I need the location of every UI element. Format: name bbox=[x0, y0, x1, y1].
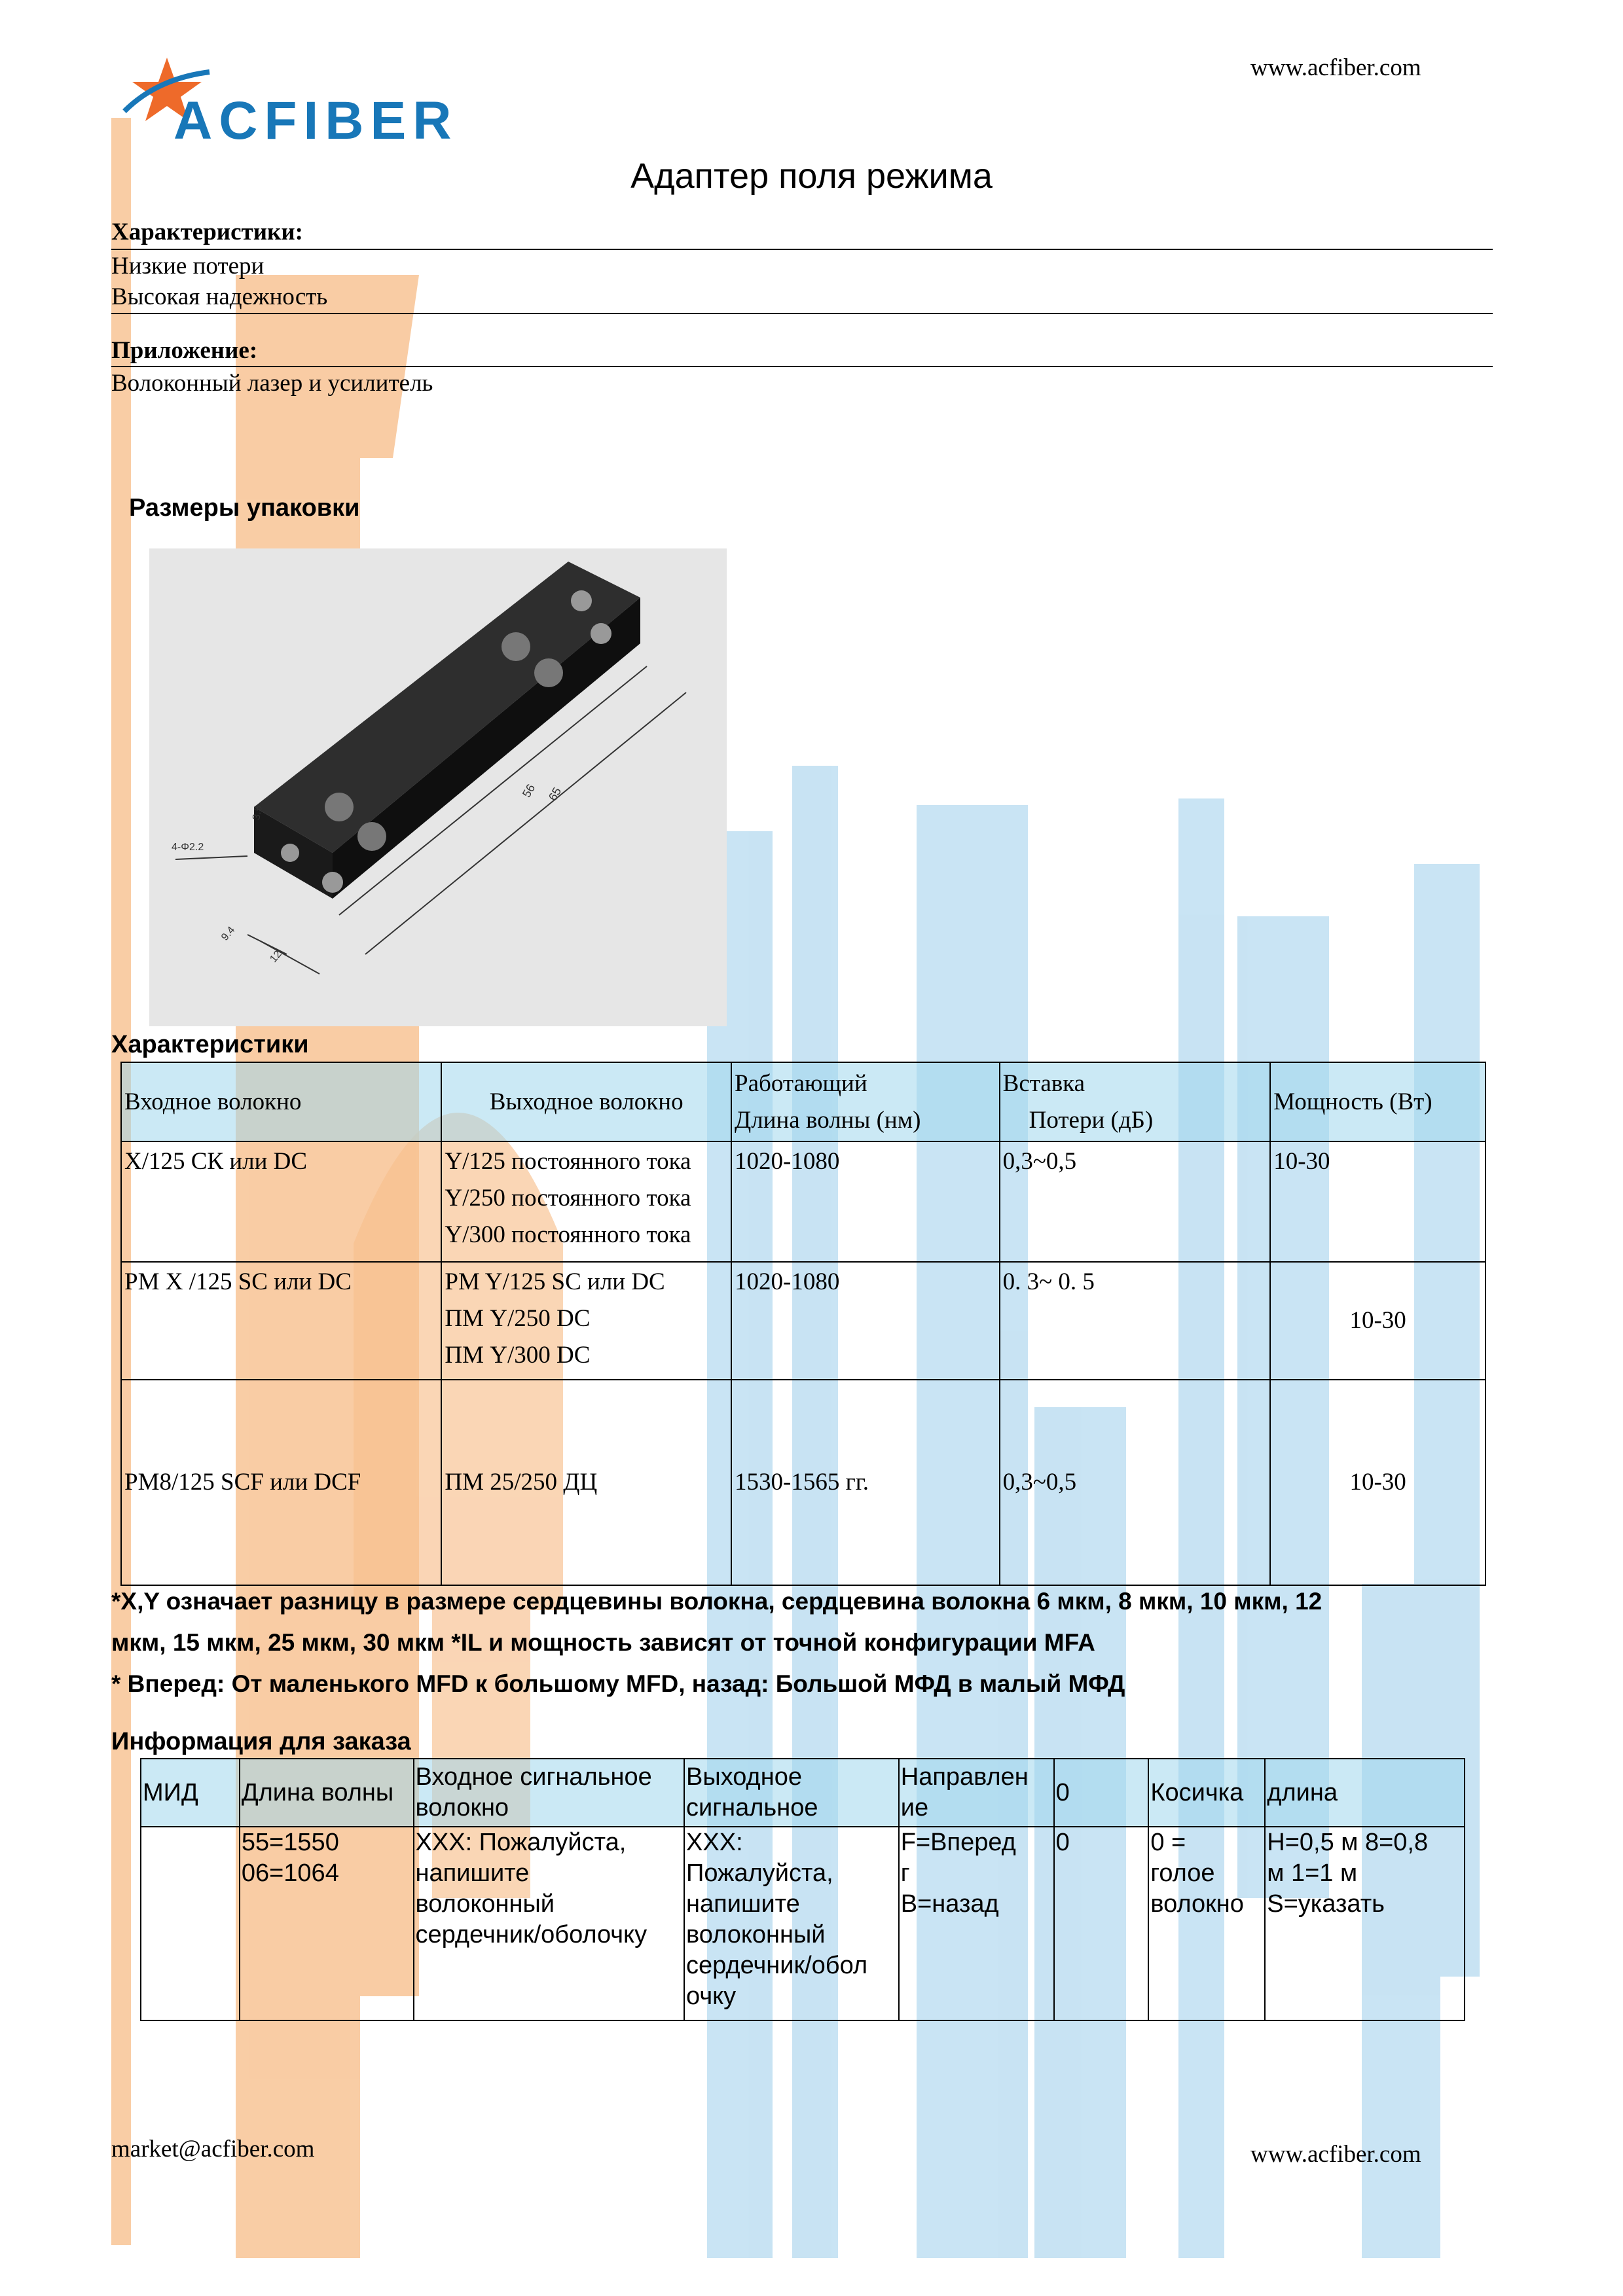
ordering-cell: XXX: Пожалуйста, напишите волоконный сердечник/обол очку bbox=[684, 1827, 899, 2020]
spec-cell: 1020-1080 bbox=[731, 1262, 1000, 1380]
spec-col-header: Вставка Потери (дБ) bbox=[1000, 1062, 1271, 1141]
feature-item: Низкие потери bbox=[111, 253, 264, 279]
footer-url[interactable]: www.acfiber.com bbox=[1250, 2141, 1421, 2168]
spec-cell: PM X /125 SC или DC bbox=[121, 1262, 441, 1380]
features-heading: Характеристики: bbox=[111, 219, 303, 245]
ordering-col-header: 0 bbox=[1054, 1759, 1149, 1827]
dimension-label: 4-Φ2.2 bbox=[172, 842, 204, 853]
ordering-cell: F=Вперед г B=назад bbox=[899, 1827, 1054, 2020]
spec-cell: 0,3~0,5 bbox=[1000, 1141, 1271, 1262]
spec-row bbox=[121, 1141, 1486, 1262]
note-line bbox=[111, 1588, 1322, 1615]
note-line: * Вперед: От маленького MFD к большому MFD, назад: Большой МФД в малый МФД bbox=[111, 1670, 1125, 1697]
ordering-heading: Информация для заказа bbox=[111, 1728, 411, 1755]
spec-cell: Y/125 постоянного тока Y/250 постоянного тока Y/300 постоянного тока bbox=[441, 1141, 731, 1262]
device-drawing-image bbox=[149, 548, 727, 1026]
ordering-cell: H=0,5 м 8=0,8 м 1=1 м S=указать bbox=[1265, 1827, 1465, 2020]
header-url[interactable]: www.acfiber.com bbox=[1250, 54, 1421, 81]
dimension-label: 12 bbox=[268, 948, 284, 965]
dimension-label: 9.4 bbox=[219, 924, 238, 943]
note-text: ,Y означает разницу в размере сердцевины волокна, сердцевина волокна 6 мкм, 8 мкм, 10 мкм, 12 bbox=[137, 1588, 1322, 1615]
application-item: Волоконный лазер и усилитель bbox=[111, 370, 433, 397]
ordering-header-row bbox=[141, 1759, 1465, 1827]
spec-col-header: Работающий Длина волны (нм) bbox=[731, 1062, 1000, 1141]
ordering-col-header: Длина волны bbox=[240, 1759, 414, 1827]
ordering-cell: 55=1550 06=1064 bbox=[240, 1827, 414, 2020]
ordering-col-header: Выходное сигнальное bbox=[684, 1759, 899, 1827]
ordering-cell: 0 = голое волокно bbox=[1148, 1827, 1265, 2020]
application-heading: Приложение: bbox=[111, 337, 258, 364]
ordering-col-header: МИД bbox=[141, 1759, 240, 1827]
spec-cell: PM8/125 SCF или DCF bbox=[121, 1380, 441, 1585]
spec-cell: PM Y/125 SC или DC ПМ Y/250 DC ПМ Y/300 DC bbox=[441, 1262, 731, 1380]
spec-cell: X/125 СК или DC bbox=[121, 1141, 441, 1262]
ordering-table bbox=[140, 1758, 1465, 2021]
spec-cell: 1020-1080 bbox=[731, 1141, 1000, 1262]
spec-heading: Характеристики bbox=[111, 1031, 309, 1058]
footer-email[interactable]: market@acfiber.com bbox=[111, 2136, 315, 2162]
spec-col-header: Выходное волокно bbox=[441, 1062, 731, 1141]
spec-col-header: Мощность (Вт) bbox=[1270, 1062, 1486, 1141]
dimension-label: 3.5 bbox=[251, 804, 264, 821]
ordering-col-header: Косичка bbox=[1148, 1759, 1265, 1827]
spec-cell: 10-30 bbox=[1270, 1380, 1486, 1585]
spec-row bbox=[121, 1380, 1486, 1585]
dimension-label: 65 bbox=[545, 785, 564, 803]
note-x-marker: *X bbox=[111, 1588, 137, 1615]
page-title: Адаптер поля режима bbox=[630, 156, 993, 196]
package-drawing bbox=[149, 548, 727, 1026]
spec-header-row bbox=[121, 1062, 1486, 1141]
ordering-cell bbox=[141, 1827, 240, 2020]
divider bbox=[111, 366, 1493, 367]
spec-cell: 10-30 bbox=[1270, 1141, 1486, 1262]
feature-item: Высокая надежность bbox=[111, 283, 328, 310]
spec-cell: ПМ 25/250 ДЦ bbox=[441, 1380, 731, 1585]
ordering-row bbox=[141, 1827, 1465, 2020]
note-line: мкм, 15 мкм, 25 мкм, 30 мкм *IL и мощность зависят от точной конфигурации MFA bbox=[111, 1629, 1095, 1656]
ordering-cell: 0 bbox=[1054, 1827, 1149, 2020]
spec-cell: 0,3~0,5 bbox=[1000, 1380, 1271, 1585]
ordering-col-header: Входное сигнальное волокно bbox=[414, 1759, 685, 1827]
spec-col-header: Входное волокно bbox=[121, 1062, 441, 1141]
divider bbox=[111, 313, 1493, 314]
divider bbox=[111, 249, 1493, 250]
dimension-label: 56 bbox=[519, 781, 538, 800]
package-heading: Размеры упаковки bbox=[129, 494, 360, 522]
ordering-cell: XXX: Пожалуйста, напишите волоконный сердечник/оболочку bbox=[414, 1827, 685, 2020]
ordering-col-header: Направлен ие bbox=[899, 1759, 1054, 1827]
spec-table bbox=[120, 1062, 1486, 1586]
ordering-col-header: длина bbox=[1265, 1759, 1465, 1827]
logo-text: ACFIBER bbox=[173, 91, 458, 151]
spec-row bbox=[121, 1262, 1486, 1380]
spec-cell: 1530-1565 гг. bbox=[731, 1380, 1000, 1585]
spec-cell: 10-30 bbox=[1270, 1262, 1486, 1380]
company-logo bbox=[111, 52, 465, 151]
spec-cell: 0. 3~ 0. 5 bbox=[1000, 1262, 1271, 1380]
